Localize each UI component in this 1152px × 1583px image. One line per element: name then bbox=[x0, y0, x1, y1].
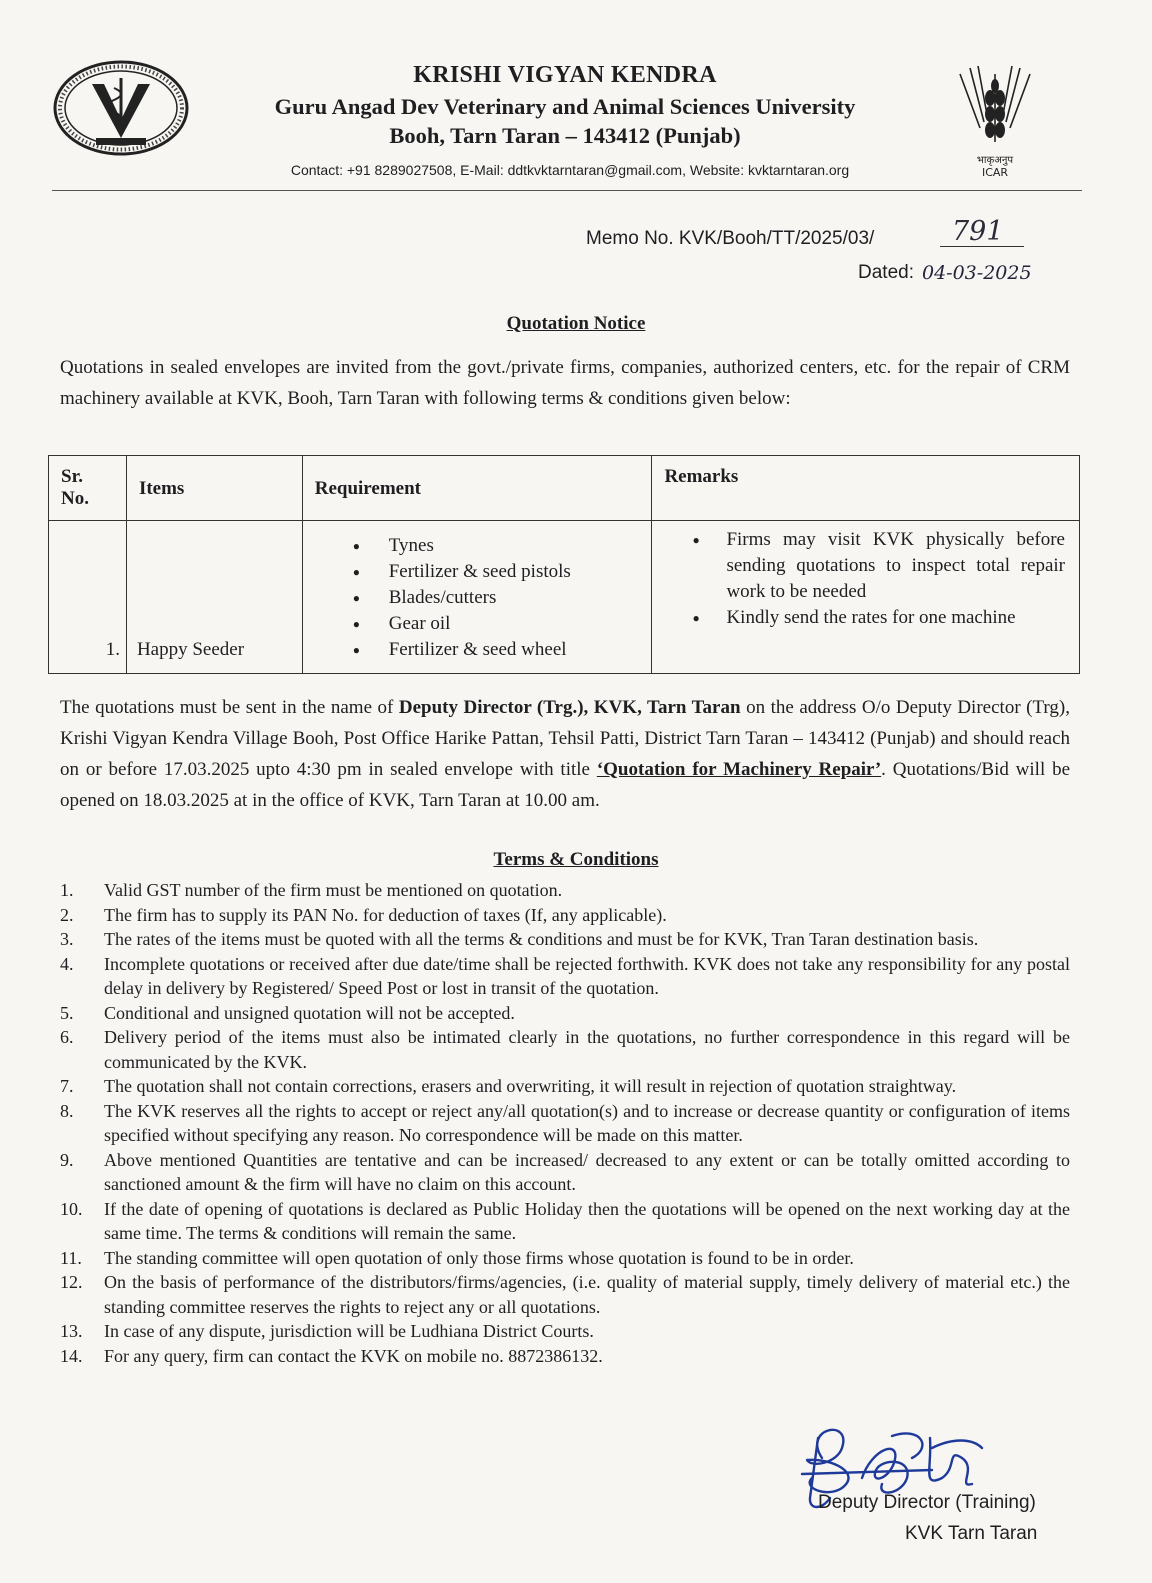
signatory-designation: Deputy Director (Training) bbox=[818, 1492, 1036, 1513]
term-number: 14. bbox=[60, 1345, 83, 1366]
term-text: The rates of the items must be quoted with all the terms & conditions and must be for KVK, Tran Taran destination basis. bbox=[104, 929, 979, 949]
term-item bbox=[60, 1197, 1070, 1246]
term-number: 7. bbox=[60, 1076, 74, 1096]
term-item bbox=[60, 1001, 1070, 1026]
term-text: Above mentioned Quantities are tentative and can be increased/ decreased to any extent or can be totally omitted according to sanctioned amount & the firm will have no claim on this account. bbox=[104, 1149, 1070, 1194]
terms-title: Terms & Conditions bbox=[493, 849, 659, 870]
addressee-bold: Deputy Director (Trg.), KVK, Tarn Taran bbox=[398, 697, 741, 718]
memo-number-underline bbox=[940, 246, 1024, 247]
memo-number-handwritten: 791 bbox=[952, 216, 1004, 247]
term-number: 8. bbox=[60, 1100, 74, 1121]
contact-line: Contact: +91 8289027508, E-Mail: ddtkvktarntaran@gmail.com, Website: kvktarntaran.org bbox=[290, 162, 850, 178]
terms-list bbox=[60, 878, 1070, 1368]
term-item bbox=[60, 903, 1070, 928]
row-requirements bbox=[302, 521, 652, 674]
notice-title: Quotation Notice bbox=[506, 313, 646, 334]
term-number: 3. bbox=[60, 929, 74, 949]
requirement-item: ● Fertilizer & seed pistols bbox=[353, 559, 642, 585]
header-divider bbox=[52, 190, 1082, 191]
term-text: The quotation shall not contain corrections, erasers and overwriting, it will result in rejection of quotation straightway. bbox=[104, 1076, 957, 1096]
university-seal-logo bbox=[52, 58, 190, 158]
submission-paragraph bbox=[60, 692, 1070, 816]
university-name: Guru Angad Dev Veterinary and Animal Sciences University bbox=[274, 94, 856, 119]
icar-logo bbox=[950, 62, 1040, 182]
term-text: On the basis of performance of the distributors/firms/agencies, (i.e. quality of material supply, timely delivery of material etc.) the standing committee reserves the rights to reject any or all quotations. bbox=[104, 1272, 1070, 1317]
envelope-title-bold: ‘Quotation for Machinery Repair’ bbox=[596, 759, 882, 780]
remark-item: ● Kindly send the rates for one machine bbox=[692, 605, 1065, 631]
header-requirement: Requirement bbox=[302, 456, 652, 521]
term-number: 6. bbox=[60, 1027, 74, 1047]
items-table bbox=[48, 455, 1080, 674]
term-number: 5. bbox=[60, 1002, 74, 1023]
row-sr-no: 1. bbox=[49, 521, 127, 674]
term-item bbox=[60, 878, 1070, 903]
term-text: Incomplete quotations or received after due date/time shall be rejected forthwith. KVK does not take any responsibility for any postal delay in delivery by Registered/ Speed Post or lost in transit of the quotation. bbox=[104, 953, 1070, 998]
term-text: In case of any dispute, jurisdiction will be Ludhiana District Courts. bbox=[104, 1321, 594, 1341]
term-number: 2. bbox=[60, 904, 74, 925]
requirement-item: ● Blades/cutters bbox=[353, 585, 642, 611]
org-address: Booh, Tarn Taran – 143412 (Punjab) bbox=[389, 123, 741, 148]
header-remarks: Remarks bbox=[652, 456, 1080, 521]
requirement-list bbox=[353, 533, 642, 663]
term-item bbox=[60, 1099, 1070, 1148]
term-item bbox=[60, 952, 1070, 1001]
table-header-row bbox=[49, 456, 1080, 521]
icar-hindi-label: भाकृअनुप bbox=[976, 155, 1014, 166]
term-item bbox=[60, 1270, 1070, 1319]
submission-text-2: on the address O/o Deputy Director (Trg), Krishi Vigyan Kendra Village Booh, Post Office Harike Pattan, Tehsil Patti, District Tarn Taran – 143412 (Punjab) and should reach on or before 17.03.2025 upto 4:30 pm in sealed envelope with title bbox=[60, 697, 1070, 780]
term-text: Conditional and unsigned quotation will not be accepted. bbox=[104, 1002, 515, 1023]
term-item bbox=[60, 1344, 1070, 1369]
org-name: KRISHI VIGYAN KENDRA bbox=[413, 62, 717, 88]
intro-paragraph: Quotations in sealed envelopes are invited from the govt./private firms, companies, authorized centers, etc. for the repair of CRM machinery available at KVK, Booh, Tarn Taran with following terms & conditions given below: bbox=[60, 357, 1070, 409]
term-text: The standing committee will open quotation of only those firms whose quotation is found to be in order. bbox=[104, 1247, 854, 1268]
term-item bbox=[60, 1246, 1070, 1271]
term-text: The KVK reserves all the rights to accept or reject any/all quotation(s) and to increase or decrease quantity or configuration of items specified without specifying any reason. No correspondence will be made on this matter. bbox=[104, 1100, 1070, 1145]
submission-text-1: The quotations must be sent in the name of bbox=[60, 697, 399, 718]
handwritten-signature bbox=[782, 1418, 1022, 1536]
term-text: If the date of opening of quotations is declared as Public Holiday then the quotations will be opened on the next working day at the same time. The terms & conditions will remain the same. bbox=[104, 1198, 1070, 1243]
table-row bbox=[49, 521, 1080, 674]
requirement-item: ● Fertilizer & seed wheel bbox=[353, 637, 642, 663]
remarks-list bbox=[692, 527, 1065, 631]
term-number: 12. bbox=[60, 1272, 83, 1292]
memo-number-label: Memo No. KVK/Booh/TT/2025/03/ bbox=[586, 228, 875, 249]
term-item bbox=[60, 1148, 1070, 1197]
term-item bbox=[60, 927, 1070, 952]
term-text: For any query, firm can contact the KVK on mobile no. 8872386132. bbox=[104, 1345, 603, 1366]
term-number: 13. bbox=[60, 1321, 83, 1341]
term-number: 4. bbox=[60, 953, 74, 974]
remark-item: ● Firms may visit KVK physically before sending quotations to inspect total repair work to be needed bbox=[692, 527, 1065, 605]
term-item bbox=[60, 1074, 1070, 1099]
submission-text-3: . Quotations/Bid will be opened on 18.03.2025 at in the office of KVK, Tarn Taran at 10.00 am. bbox=[60, 759, 1071, 811]
dated-label: Dated: bbox=[858, 262, 914, 283]
row-remarks bbox=[652, 521, 1080, 674]
term-number: 11. bbox=[60, 1247, 82, 1268]
term-text: The firm has to supply its PAN No. for deduction of taxes (If, any applicable). bbox=[104, 904, 667, 925]
icar-label: ICAR bbox=[981, 166, 1009, 179]
signatory-office: KVK Tarn Taran bbox=[905, 1523, 1038, 1544]
requirement-item: ● Tynes bbox=[353, 533, 642, 559]
term-item bbox=[60, 1025, 1070, 1074]
term-number: 10. bbox=[60, 1198, 83, 1219]
term-text: Valid GST number of the firm must be mentioned on quotation. bbox=[104, 880, 563, 900]
term-text: Delivery period of the items must also be intimated clearly in the quotations, no further correspondence in this regard will be communicated by the KVK. bbox=[104, 1027, 1070, 1072]
header-sr-no: Sr. No. bbox=[49, 456, 127, 521]
requirement-item: ● Gear oil bbox=[353, 611, 642, 637]
dated-handwritten: 04-03-2025 bbox=[922, 262, 1032, 284]
row-item: Happy Seeder bbox=[126, 521, 302, 674]
term-number: 1. bbox=[60, 880, 74, 900]
term-item bbox=[60, 1319, 1070, 1344]
term-number: 9. bbox=[60, 1149, 74, 1170]
header-items: Items bbox=[126, 456, 302, 521]
